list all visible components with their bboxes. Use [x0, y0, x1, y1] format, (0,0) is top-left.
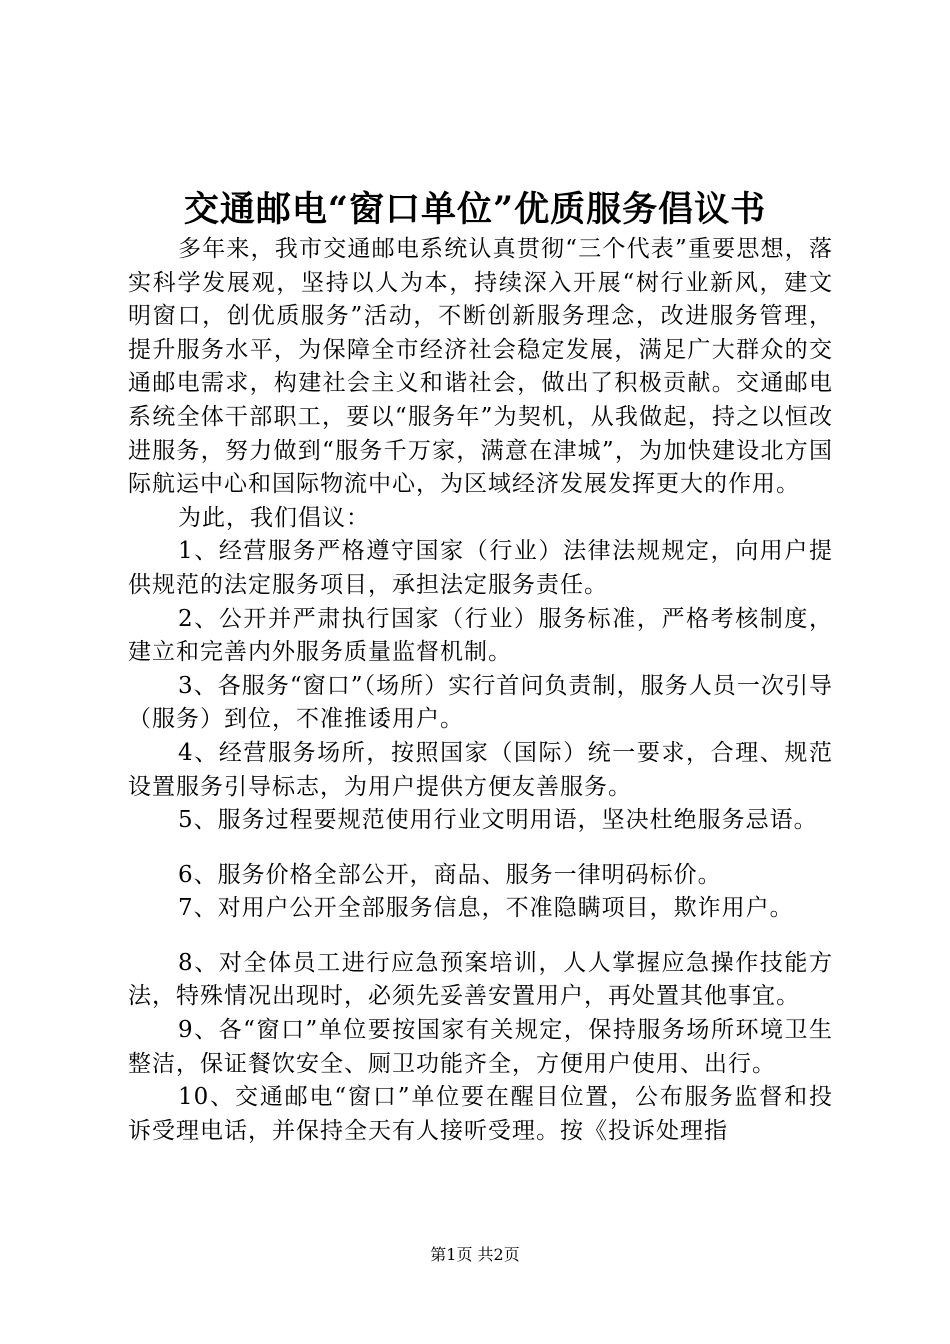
- paragraph-item-7: 7、对用户公开全部服务信息，不准隐瞒项目，欺诈用户。: [178, 895, 794, 922]
- document-body: [128, 233, 833, 1148]
- paragraph-item-6: 6、服务价格全部公开，商品、服务一律明码标价。: [178, 861, 722, 888]
- paragraph-item-8: 8、对全体员工进行应急预案培训，人人掌握应急操作技能方法，特殊情况出现时，必须先妥善安置用户，再处置其他事宜。: [128, 949, 833, 1010]
- paragraph-item-4: 4、经营服务场所，按照国家（国际）统一要求，合理、规范设置服务引导标志，为用户提供方便友善服务。: [128, 739, 833, 800]
- paragraph-item-3: 3、各服务“窗口”（场所）实行首问负责制，服务人员一次引导（服务）到位，不准推诿用户。: [128, 672, 833, 733]
- paragraph-item-9: 9、各“窗口”单位要按国家有关规定，保持服务场所环境卫生整洁，保证餐饮安全、厕卫功能齐全，方便用户使用、出行。: [128, 1017, 833, 1077]
- paragraph-item-1: 1、经营服务严格遵守国家（行业）法律法规规定，向用户提供规范的法定服务项目，承担法定服务责任。: [128, 538, 833, 598]
- document-title: 交通邮电“窗口单位”优质服务倡议书: [183, 189, 767, 230]
- paragraph-proposal-lead: 为此，我们倡议：: [178, 504, 370, 531]
- paragraph-item-5: 5、服务过程要规范使用行业文明用语，坚决杜绝服务忌语。: [178, 807, 818, 834]
- paragraph-item-2: 2、公开并严肃执行国家（行业）服务标准，严格考核制度，建立和完善内外服务质量监督机制。: [128, 605, 833, 666]
- paragraph-intro: 多年来，我市交通邮电系统认真贯彻“三个代表”重要思想，落实科学发展观，坚持以人为本，持续深入开展“树行业新风，建文明窗口，创优质服务”活动，不断创新服务理念，改进服务管理，提升服务水平，为保障全市经济社会稳定发展，满足广大群众的交通邮电需求，构建社会主义和谐社会，做出了积极贡献。交通邮电系统全体干部职工，要以“服务年”为契机，从我做起，持之以恒改进服务，努力做到“服务千万家，满意在津城”，为加快建设北方国际航运中心和国际物流中心，为区域经济发展发挥更大的作用。: [128, 236, 833, 498]
- paragraph-item-10: 10、交通邮电“窗口”单位要在醒目位置，公布服务监督和投诉受理电话，并保持全天有人接听受理。按《投诉处理指: [128, 1084, 833, 1144]
- page-number: 第1页 共2页: [430, 1245, 520, 1264]
